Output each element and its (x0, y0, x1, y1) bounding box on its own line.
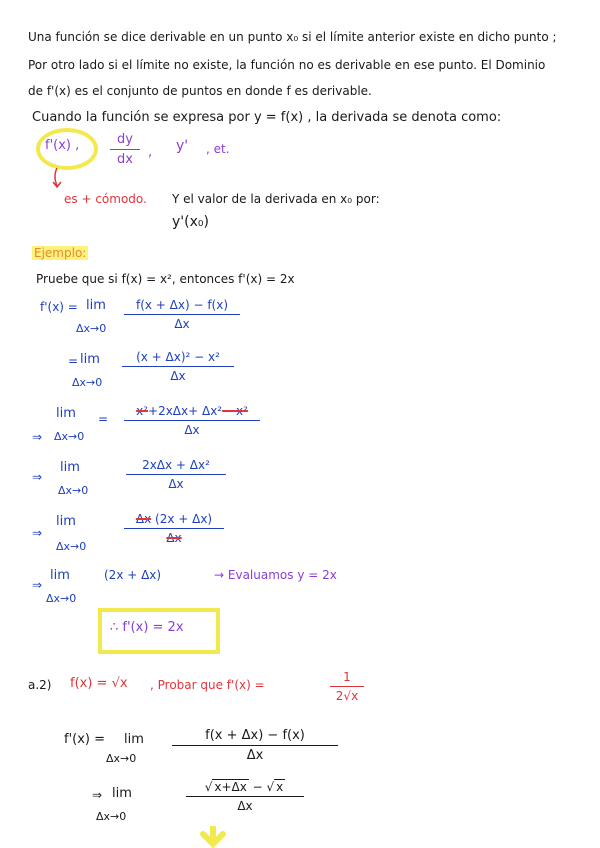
step2-denominator: Δx (170, 369, 186, 383)
sqrt-x: x (276, 780, 284, 794)
fraction-bar (330, 686, 364, 687)
step3-lim: lim (56, 406, 76, 421)
cancelled-minus-x2: − x² (222, 404, 248, 418)
problem2-s2-implies: ⇒ (92, 788, 103, 802)
notation-comodo: es + cómodo. (64, 192, 147, 206)
step4-denominator: Δx (168, 477, 184, 491)
notation-value-text: Y el valor de la derivada en x₀ por: (172, 192, 380, 206)
step3-denominator: Δx (184, 423, 200, 437)
step1-lim: lim (86, 298, 106, 313)
fraction-bar (186, 796, 304, 797)
step2-lhs: = (68, 354, 79, 368)
notation-comma: , (148, 145, 153, 160)
fraction-bar (122, 366, 234, 367)
step3-lim-sub: Δx→0 (54, 430, 85, 443)
fraction-bar (110, 149, 140, 150)
problem2-s2-numerator: √ x+Δx − √ x (204, 780, 284, 794)
step4-fraction (126, 458, 226, 491)
step6-lim: lim (50, 568, 70, 583)
step5-lim: lim (56, 514, 76, 529)
problem2-s2-lim: lim (112, 786, 132, 801)
result-text: ∴ f'(x) = 2x (110, 620, 184, 635)
step6-note-text: Evaluamos y = 2x (227, 568, 337, 582)
step5-denominator (124, 531, 224, 545)
step5-implies: ⇒ (32, 526, 43, 540)
problem2-s1-numerator: f(x + Δx) − f(x) (205, 728, 305, 743)
step3-mid: +2xΔx+ Δx² (148, 404, 223, 418)
problem2-s1-denominator: Δx (246, 748, 264, 763)
step4-lim: lim (60, 460, 80, 475)
step5-lim-sub: Δx→0 (56, 540, 87, 553)
step1-lim-sub: Δx→0 (76, 322, 107, 335)
down-arrow-icon (50, 166, 64, 190)
step4-lim-sub: Δx→0 (58, 484, 89, 497)
cancelled-dx-bottom: Δx (166, 531, 182, 545)
problem2-s1-lim-sub: Δx→0 (106, 752, 137, 765)
right-arrow-icon: → (214, 568, 225, 582)
target-denominator: 2√x (335, 689, 359, 703)
step2-lim: lim (80, 352, 100, 367)
step3-fraction (124, 404, 260, 437)
problem2-probar: , Probar que f'(x) = (150, 678, 265, 692)
example-title (32, 246, 88, 260)
fraction-bar (172, 745, 338, 746)
intro-line-3: de f'(x) es el conjunto de puntos en donde f es derivable. (28, 84, 372, 98)
step1-numerator: f(x + Δx) − f(x) (135, 298, 229, 312)
step5-paren: (2x + Δx) (155, 512, 213, 526)
s2-minus: − (248, 780, 267, 794)
notation-y-prime-x0: y'(x₀) (172, 214, 209, 230)
notation-y-prime: y' (176, 138, 189, 154)
problem2-s2-lim-sub: Δx→0 (96, 810, 127, 823)
example-title-text: Ejemplo: (34, 246, 87, 260)
problem2-s1-lhs: f'(x) = (64, 732, 106, 747)
step6-lim-sub: Δx→0 (46, 592, 77, 605)
problem2-label: a.2) (28, 678, 52, 692)
fraction-bar (124, 314, 240, 315)
step1-lhs: f'(x) = (40, 300, 78, 314)
notation-f-prime: f'(x) , (45, 138, 80, 153)
step1-denominator: Δx (174, 317, 190, 331)
problem2-s2-fraction (186, 780, 304, 813)
fraction-bar (126, 474, 226, 475)
fraction-bar (124, 420, 260, 421)
example-statement: Pruebe que si f(x) = x², entonces f'(x) = 2x (36, 272, 295, 286)
notation-text: Cuando la función se expresa por y = f(x) , la derivada se denota como: (32, 110, 502, 125)
step2-lim-sub: Δx→0 (72, 376, 103, 389)
problem2-s1-fraction (172, 728, 338, 763)
step4-implies: ⇒ (32, 470, 43, 484)
step2-fraction (122, 350, 234, 383)
sqrt-x-plus-dx: x+Δx (214, 780, 247, 794)
problem2-s1-lim: lim (124, 732, 144, 747)
step5-fraction (124, 512, 224, 545)
step3-numerator (124, 404, 260, 418)
step6-implies: ⇒ (32, 578, 43, 592)
problem2-func: f(x) = √x (70, 676, 128, 691)
notation-dy-dx (110, 132, 140, 167)
target-numerator: 1 (343, 670, 351, 684)
step5-numerator (124, 512, 224, 526)
step3-eq: = (98, 412, 109, 426)
step1-fraction (124, 298, 240, 331)
problem2-target (330, 670, 364, 703)
step2-numerator: (x + Δx)² − x² (136, 350, 220, 364)
dx-text: dx (117, 152, 133, 167)
notation-etc: , et. (206, 142, 230, 156)
fraction-bar (124, 528, 224, 529)
step6-note (214, 568, 337, 582)
cancelled-dx-top: Δx (135, 512, 152, 526)
intro-line-1: Una función se dice derivable en un punto x₀ si el límite anterior existe en dicho punto ; (28, 30, 557, 44)
step3-implies: ⇒ (32, 430, 43, 444)
dy-text: dy (117, 132, 133, 147)
yellow-down-arrow-icon (198, 826, 228, 848)
step6-expr: (2x + Δx) (104, 568, 162, 582)
problem2-s2-denominator: Δx (237, 799, 253, 813)
step4-numerator: 2xΔx + Δx² (142, 458, 210, 472)
intro-line-2: Por otro lado si el límite no existe, la función no es derivable en ese punto. El Dominio (28, 58, 546, 72)
cancelled-x2: x² (136, 404, 149, 418)
